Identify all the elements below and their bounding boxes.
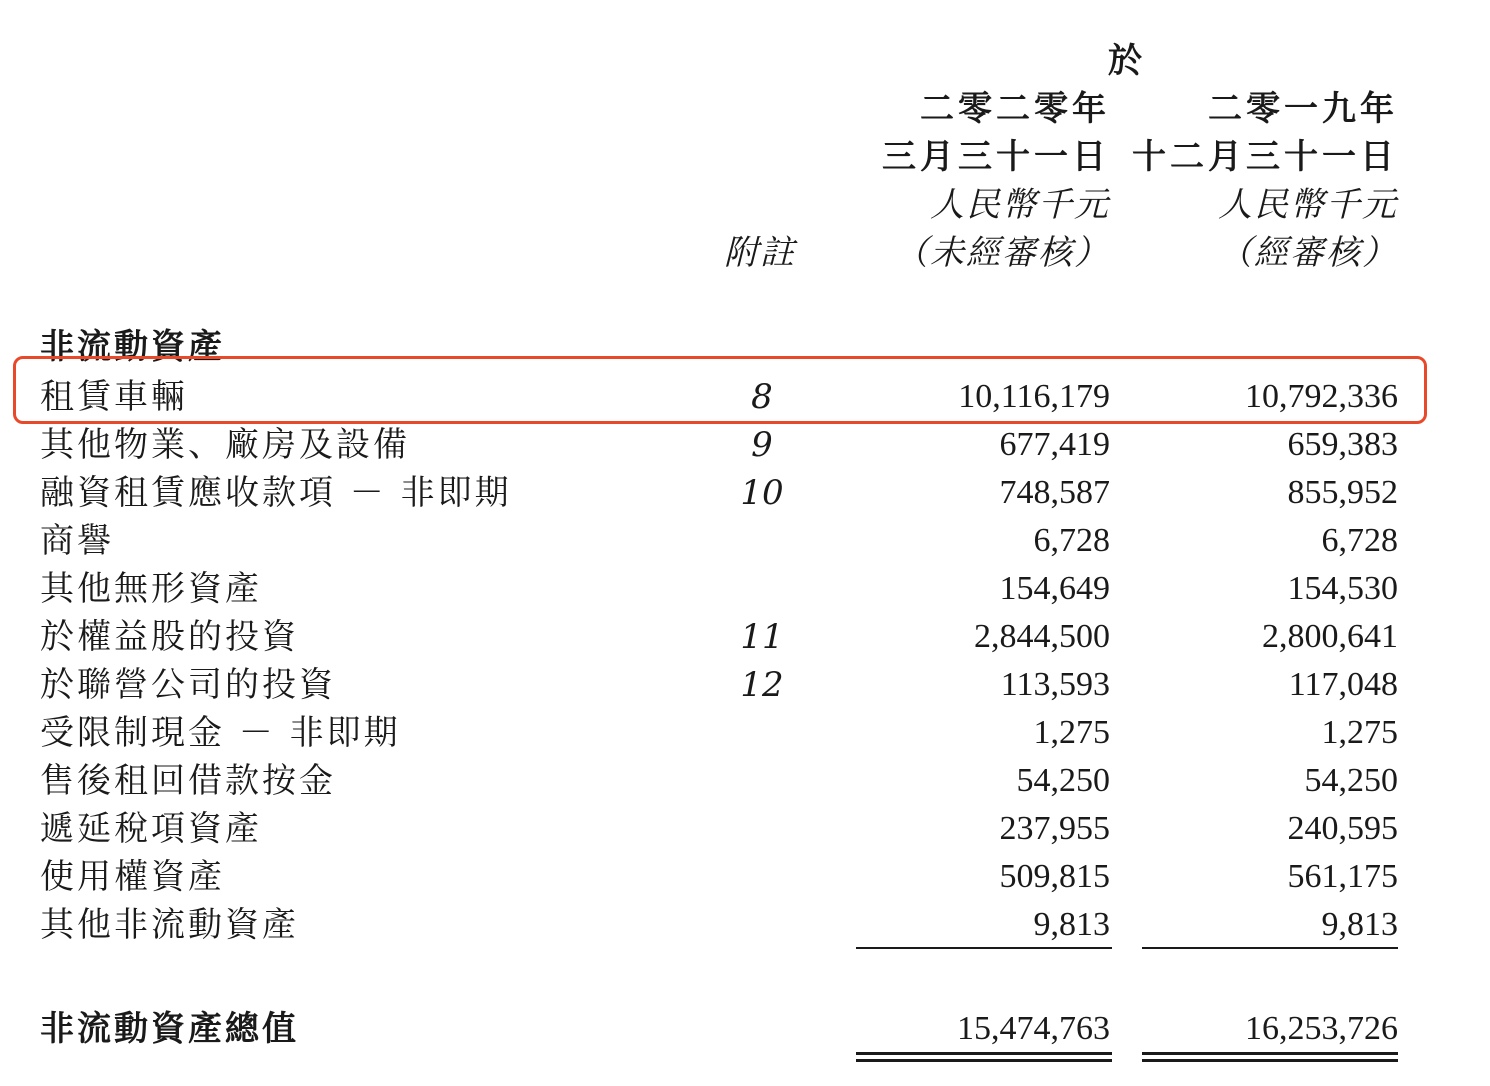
row-value-2020: 237,955 (999, 810, 1110, 847)
header-note-label: 附註 (724, 233, 796, 273)
row-value-2019: 659,383 (1287, 426, 1398, 463)
row-note: 9 (751, 425, 773, 465)
row-label: 其他無形資產 (40, 569, 262, 609)
row-value-2019: 2,800,641 (1262, 618, 1398, 655)
row-value-2020: 6,728 (1033, 522, 1110, 559)
total-double-rule-col2-top (1142, 1052, 1398, 1055)
row-value-2019: 154,530 (1287, 570, 1398, 607)
row-label: 其他物業、廠房及設備 (40, 425, 410, 465)
row-value-2020: 54,250 (1016, 762, 1110, 799)
row-label: 使用權資產 (40, 857, 225, 897)
row-note: 11 (740, 617, 784, 657)
row-note: 8 (751, 377, 773, 417)
row-value-2020: 677,419 (999, 426, 1110, 463)
row-value-2020: 2,844,500 (974, 618, 1110, 655)
row-note: 12 (740, 665, 784, 705)
row-value-2020: 9,813 (1033, 906, 1110, 943)
row-value-2020: 1,275 (1033, 714, 1110, 751)
row-value-2019: 6,728 (1321, 522, 1398, 559)
header-col2-audit: （經審核） (1218, 233, 1398, 273)
row-value-2020: 10,116,179 (958, 378, 1110, 415)
row-value-2019: 10,792,336 (1245, 378, 1398, 415)
highlight-box (13, 356, 1427, 424)
row-value-2019: 240,595 (1287, 810, 1398, 847)
subtotal-rule-col1 (856, 947, 1112, 949)
row-label: 租賃車輛 (40, 377, 188, 417)
row-value-2020: 154,649 (999, 570, 1110, 607)
total-double-rule-col2-bottom (1142, 1059, 1398, 1062)
header-col1-date: 三月三十一日 (882, 137, 1110, 177)
header-col1-year: 二零二零年 (920, 89, 1110, 129)
header-col1-currency: 人民幣千元 (930, 185, 1110, 225)
section-title: 非流動資產 (40, 327, 225, 367)
total-double-rule-col1-bottom (856, 1059, 1112, 1062)
total-value-2020: 15,474,763 (957, 1010, 1110, 1047)
total-value-2019: 16,253,726 (1245, 1010, 1398, 1047)
row-value-2020: 748,587 (999, 474, 1110, 511)
header-as-at: 於 (1108, 41, 1146, 81)
row-note: 10 (740, 473, 784, 513)
row-label: 遞延稅項資產 (40, 809, 262, 849)
row-value-2020: 509,815 (999, 858, 1110, 895)
row-value-2019: 561,175 (1287, 858, 1398, 895)
row-label: 商譽 (40, 521, 114, 561)
row-label: 融資租賃應收款項 － 非即期 (40, 473, 512, 513)
row-label: 受限制現金 － 非即期 (40, 713, 401, 753)
row-value-2019: 855,952 (1287, 474, 1398, 511)
subtotal-rule-col2 (1142, 947, 1398, 949)
header-col1-audit: （未經審核） (894, 233, 1110, 273)
row-label: 其他非流動資產 (40, 905, 299, 945)
header-col2-year: 二零一九年 (1208, 89, 1398, 129)
row-value-2019: 54,250 (1304, 762, 1398, 799)
header-col2-date: 十二月三十一日 (1132, 137, 1398, 177)
row-value-2019: 1,275 (1321, 714, 1398, 751)
header-col2-currency: 人民幣千元 (1218, 185, 1398, 225)
total-label: 非流動資產總值 (40, 1009, 299, 1049)
row-value-2019: 9,813 (1321, 906, 1398, 943)
row-label: 於聯營公司的投資 (40, 665, 336, 705)
row-value-2019: 117,048 (1288, 666, 1398, 703)
row-label: 售後租回借款按金 (40, 761, 336, 801)
row-label: 於權益股的投資 (40, 617, 299, 657)
total-double-rule-col1-top (856, 1052, 1112, 1055)
row-value-2020: 113,593 (1000, 666, 1110, 703)
